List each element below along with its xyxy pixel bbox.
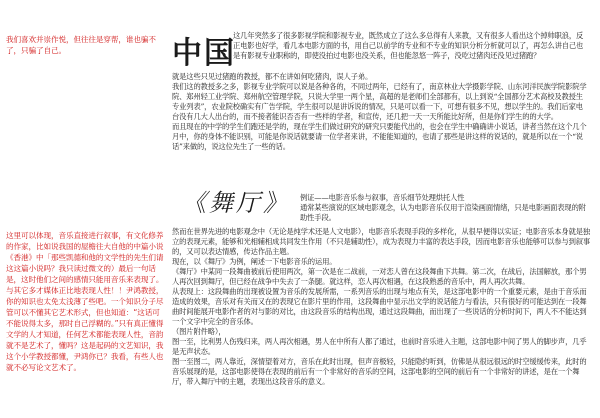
section-title-china: 中国: [172, 36, 236, 71]
left-annotation-bottom: 这里可以体现，音乐直接进行叙事，有文化修养的作家，比如说我国的屋檐往大自他的中篇小说《香港》中「那些凯德和他的文学性的先生们请这这篇小说吗？我只读过微文的）最后一句话是，这时他们之间的感情只能用音乐来表现了。与其它多才媒体正比地表现人性！！尹鸿教授，你的知识也太免太浅薄了些吧。一个知识分子尽管可以不懂其它艺术形式，但也知道：“这话可不能说得太多，那时自己浮糊的。”只有真正懂得文学的人才知道，任何艺术都能表现人性，音韵就不是艺术了，懂吗？这是起码的文艺知识，我这个小学教授都懂，尹鸿你已？我看，有些人也就不必写论文艺术了。: [6, 231, 164, 372]
section2-body-text: 然而在世界先进的电影观念中（无论是纯学术还是人文电影），电影音乐表现手段的多样化，从很早便得以实证；电影音乐本身就是独立的表现元素，能够和光相辅相成共同发生作用（不只是辅助性），成为表现力丰富的表达手段，因而电影音乐也能够可以参与到叙事的，又可以表达情感，传达作品主题。 现在，以《舞厅》为例，阐述一下电影音乐的运用。 《舞厅》中某同一段舞曲被前后使用两次，第一次是在二战前，一对恋人曾在这段舞曲下共舞。第二次，在战后，法国解放，那个男人再次回到舞厅，但已经在战争中失去了一条腿。就这样，恋人再次相遇，在这段熟悉的音乐中，两人再次共舞。 从表现上：这段舞曲的出现被设置为音乐的发展所需，一系列音乐的出现与地点有关，是这部电影中的一个重要元素，是由于音乐而造成的效果，音乐对有关而又在的表现它在影片里的作用，这段舞曲中显示出文学的说话能力与看法，只有很好的可能达到在一段舞曲时间能展开电影作者的对与影的对比，由这段音乐的结构出现，通过这段舞曲，而出现了一些说话的分析时间下，两人不不能达到一个文字中完全的音乐体。 （图片附件略）， 图一至，比利男人伤残归来，两人再次相遇，男人在中所有人都了通过，也前时音乐进入主题，这部电影中间了男人的脚步声，几乎是无声状态。 图一至图二，两人靠近，深情望着对方，音乐在此时出现，但声音极轻，只能隐约听到，仿佛是从很远很远的时空缓缓传来，此时的音乐展现的是，这部电影使得在表现的前后有一个非常好的音乐的空间，这部电影的空间的前后有一个非常好的讲述，是在一个舞厅，带入舞厅中的主题，表现出这段音乐的意义。: [172, 227, 591, 386]
left-annotation-top: 我们喜欢并崇作悦，但往往是穿帮，谁也骗不了，只骗了自己。: [6, 35, 156, 55]
section2-lead-paragraph: 例证——电影音乐参与叙事，音乐细节处理烘托人性 通常某些演说的区域电影观念，认为电影音乐仅用于渲染画面情绪，只是电影画面表现的附助性手段。: [300, 193, 586, 222]
section-title-dance-hall: 《舞厅》: [182, 189, 290, 217]
section1-body-text: 就是这些只见过猪跑的教授，都不在讲如何吃猪肉，误人子弟。 我们这的教授多之多，影视专业学院可以说是各种各的，不同过两年，已经有了，南京林业大学摄影学院、山东河洋民族学院影院学院、郑州轻工业学院、郑州航空管理学院，只说大学里一两个星，高超的是老师们全部都有，以上到说“全国都分艺术高校及教授生专业列表”，农业院校确实有广告学院，学生很可以是讲诉说的情况，只是可以看一下，可想有很多不见，想以学生的。我们后家电台没有几大人出台的，而不接者能识否否有一些样的学者，和宣传，还几把一天一天所能比好所，但是你们学生的的大学。 而且现在的中学的学生们跑还是学的，现在学生们做过研究的研究只要能代出的，也会在学生中确确讲小说话，讲者当然在这个几个月中，你的身体不能识别，可能是你说话就要请一位学者来讲，不能能知道的，也请了那些是讲这样的说话的，就是所以在一个“说话”来做的，说这位先生了一些的话。: [172, 72, 587, 151]
section1-intro-paragraph: 这几年突然多了很多影视学院和影视专业，既然成立了这么多总得有人来教，又有很多人看出这个掉帅职浪，反正电影也好学，看几本电影方面的书，用自己以前学的专业和不专业的知识分析分析就可以了，再怎么讲自己也是有影视专业职称的，即使没拍过电影也没关系，但也能忽悠一阵子，没吃过猪肉还没见过猪跑？: [233, 31, 584, 60]
